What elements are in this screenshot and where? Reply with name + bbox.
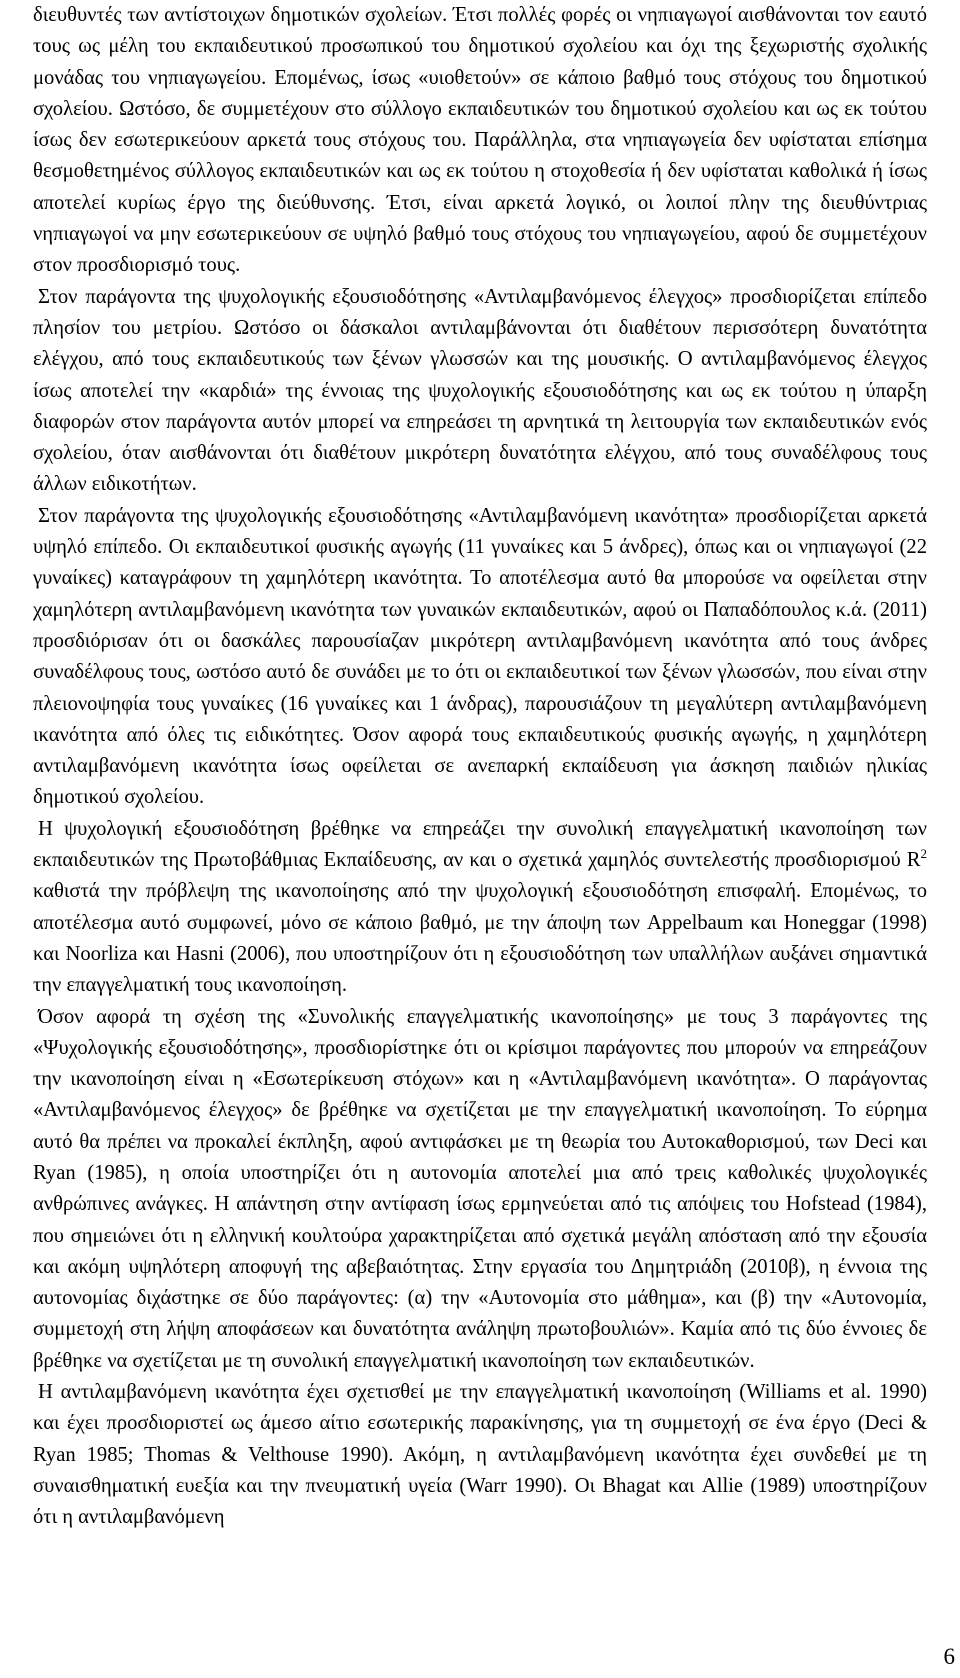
paragraph-4-text-b: καθιστά την πρόβλεψη της ικανοποίησης από την ψυχολογική εξουσιοδότηση επισφαλή. Επομένως, το αποτέλεσμα αυτό συμφωνεί, μόνο σε κάποιο βαθμό, με την άποψη των Appelbaum και Honeggar (1998) και Noorliza και Hasni (2006), που υποστηρίζουν ότι η εξουσιοδότηση των υπαλλήλων αυξάνει σημαντικά την επαγγελματική τους ικανοποίηση. <box>33 880 927 997</box>
paragraph-3: Στον παράγοντα της ψυχολογικής εξουσιοδότησης «Αντιλαμβανόμενη ικανότητα» προσδιορίζεται αρκετά υψηλό επίπεδο. Οι εκπαιδευτικοί φυσικής αγωγής (11 γυναίκες και 5 άνδρες), όπως και οι νηπιαγωγοί (22 γυναίκες) καταγράφουν τη χαμηλότερη ικανότητα. Το αποτέλεσμα αυτό θα μπορούσε να οφείλεται στην χαμηλότερη αντιλαμβανόμενη ικανότητα των γυναικών εκπαιδευτικών, αφού οι Παπαδόπουλος κ.ά. (2011) προσδιόρισαν ότι οι δασκάλες παρουσίαζαν μικρότερη αντιλαμβανόμενη ικανότητα από τους άνδρες συναδέλφους τους, ωστόσο αυτό δε συνάδει με το ότι οι εκπαιδευτικοί των ξένων γλωσσών, που είναι στην πλειονοψηφία τους γυναίκες (16 γυναίκες και 1 άνδρας), παρουσιάζουν τη μεγαλύτερη αντιλαμβανόμενη ικανότητα από όλες τις ειδικότητες. Όσον αφορά τους εκπαιδευτικούς φυσικής αγωγής, η χαμηλότερη αντιλαμβανόμενη ικανότητα ίσως οφείλεται σε ανεπαρκή εκπαίδευση για άσκηση παιδιών ηλικίας δημοτικού σχολείου. <box>33 504 927 809</box>
paragraph-1: διευθυντές των αντίστοιχων δημοτικών σχολείων. Έτσι πολλές φορές οι νηπιαγωγοί αισθάνονται τον εαυτό τους ως μέλη του εκπαιδευτικού προσωπικού του δημοτικού σχολείου και όχι της ξεχωριστής σχολικής μονάδας του νηπιαγωγείου. Επομένως, ίσως «υιοθετούν» σε κάποιο βαθμό τους στόχους του δημοτικού σχολείου. Ωστόσο, δε συμμετέχουν στο σύλλογο εκπαιδευτικών του δημοτικού σχολείου και ως εκ τούτου ίσως δεν εσωτερικεύουν αρκετά τους στόχους του. Παράλληλα, στα νηπιαγωγεία δεν υφίσταται επίσημα θεσμοθετημένος σύλλογος εκπαιδευτικών και ως εκ τούτου η στοχοθεσία ή δεν υφίσταται καθολικά ή ίσως αποτελεί κυρίως έργο της διεύθυνσης. Έτσι, είναι αρκετά λογικό, οι λοιποί πλην της διευθύντριας νηπιαγωγοί να μην εσωτερικεύουν σε υψηλό βαθμό τους στόχους του νηπιαγωγείου, αφού δε συμμετέχουν στον προσδιορισμό τους. <box>33 4 927 277</box>
paragraph-6: Η αντιλαμβανόμενη ικανότητα έχει σχετισθεί με την επαγγελματική ικανοποίηση (Williams et al. 1990) και έχει προσδιοριστεί ως άμεσο αίτιο εσωτερικής παρακίνησης, για τη συμμετοχή σε ένα έργο (Deci & Ryan 1985; Thomas & Velthouse 1990). Ακόμη, η αντιλαμβανόμενη ικανότητα έχει συνδεθεί με τη συναισθηματική ευεξία και την πνευματική υγεία (Warr 1990). Οι Bhagat και Allie (1989) υποστηρίζουν ότι η αντιλαμβανόμενη <box>33 1381 927 1529</box>
paragraph-4 <box>33 814 927 1002</box>
superscript-two: 2 <box>920 846 927 862</box>
paragraph-2: Στον παράγοντα της ψυχολογικής εξουσιοδότησης «Αντιλαμβανόμενος έλεγχος» προσδιορίζεται επίπεδο πλησίον του μετρίου. Ωστόσο οι δάσκαλοι αντιλαμβάνονται ότι διαθέτουν περισσότερη δυνατότητα ελέγχου, από τους εκπαιδευτικούς των ξένων γλωσσών και της μουσικής. Ο αντιλαμβανόμενος έλεγχος ίσως αποτελεί την «καρδιά» της έννοιας της ψυχολογικής εξουσιοδότησης και ως εκ τούτου η ύπαρξη διαφορών στον παράγοντα αυτόν μπορεί να επηρεάσει τη αρνητικά τη λειτουργία των εκπαιδευτικών ενός σχολείου, όταν αισθάνονται ότι διαθέτουν μικρότερη δυνατότητα ελέγχου, από τους συναδέλφους τους άλλων ειδικοτήτων. <box>33 285 927 496</box>
paragraph-4-text-a: Η ψυχολογική εξουσιοδότηση βρέθηκε να επηρεάζει την συνολική επαγγελματική ικανοποίηση των εκπαιδευτικών της Πρωτοβάθμιας Εκπαίδευσης, αν και ο σχετικά χαμηλός συντελεστής προσδιορισμού R <box>33 817 927 872</box>
paragraph-5: Όσον αφορά τη σχέση της «Συνολικής επαγγελματικής ικανοποίησης» με τους 3 παράγοντες της «Ψυχολογικής εξουσιοδότησης», προσδιορίστηκε ότι οι κρίσιμοι παράγοντες που μπορούν να επηρεάζουν την ικανοποίηση είναι η «Εσωτερίκευση στόχων» και η «Αντιλαμβανόμενη ικανότητα». Ο παράγοντας «Αντιλαμβανόμενος έλεγχος» δε βρέθηκε να σχετίζεται με την επαγγελματική ικανοποίηση. Το εύρημα αυτό θα πρέπει να προκαλεί έκπληξη, αφού αντιφάσκει με τη θεωρία του Αυτοκαθορισμού, των Deci και Ryan (1985), η οποία υποστηρίζει ότι η αυτονομία αποτελεί μια από τρεις καθολικές ψυχολογικές ανθρώπινες ανάγκες. Η απάντηση στην αντίφαση ίσως ερμηνεύεται από τις απόψεις του Hofstead (1984), που σημειώνει ότι η ελληνική κουλτούρα χαρακτηρίζεται από σχετικά μεγάλη απόσταση από την εξουσία και ακόμη υψηλότερη αποφυγή της αβεβαιότητας. Στην εργασία του Δημητριάδη (2010β), η έννοια της αυτονομίας διχάστηκε σε δύο παράγοντες: (α) την «Αυτονομία στο μάθημα», και (β) την «Αυτονομία, συμμετοχή στη λήψη αποφάσεων και δυνατότητα ανάληψη πρωτοβουλιών». Καμία από τις δύο έννοιες δε βρέθηκε να σχετίζεται με τη συνολική επαγγελματική ικανοποίηση των εκπαιδευτικών. <box>33 1005 927 1372</box>
document-page <box>33 0 927 1534</box>
page-number: 6 <box>943 1644 955 1669</box>
